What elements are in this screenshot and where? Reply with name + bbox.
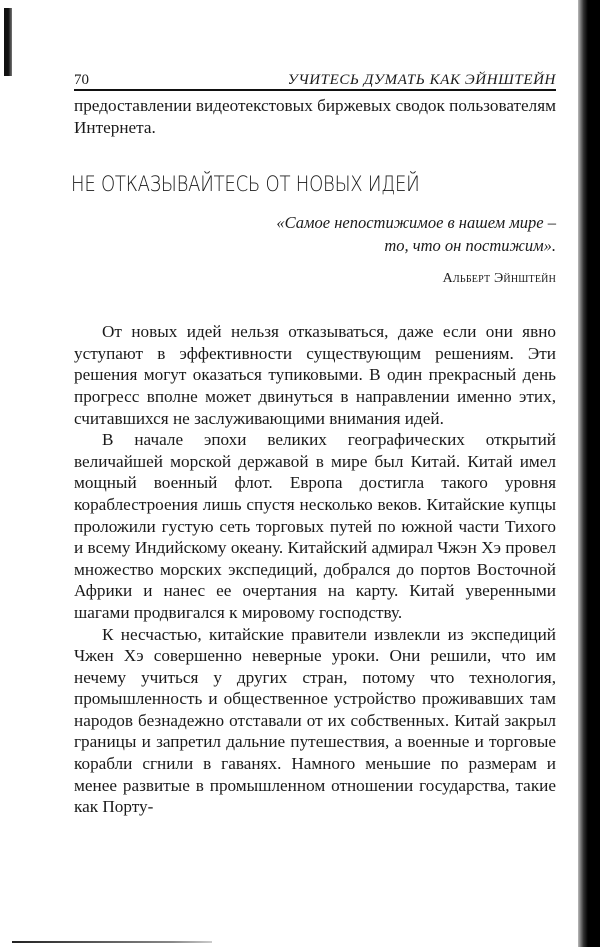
running-title: УЧИТЕСЬ ДУМАТЬ КАК ЭЙНШТЕЙН (287, 72, 556, 88)
epigraph-line-2: то, что он постижим». (384, 236, 556, 256)
paragraph-1: От новых идей нельзя отказываться, даже если они явно уступают в эффективности существующим решениям. Эти решения могут оказаться тупиковыми. В один прекрасный день прогресс вполне может двинуться в направлении именно этих, считавшихся не заслуживающими внимания идей. (74, 322, 556, 428)
paragraph-2: В начале эпохи великих географических открытий величайшей морской державой в мире был Китай. Китай имел мощный военный флот. Европа достигла такого уровня кораблестроения лишь спустя несколько веков. Китайские купцы проложили густую сеть торговых путей по южной части Тихого и всему Индийскому океану. Китайский адмирал Чжэн Хэ провел множество морских экспедиций, добрался до портов Восточной Африки и нанес ее очертания на карту. Китай уверенными шагами продвигался к мировому господству. (74, 430, 556, 622)
page-number: 70 (74, 72, 89, 88)
epigraph-line-1: «Самое непостижимое в нашем мире – (276, 213, 556, 233)
scan-bottom-rule (12, 941, 212, 943)
epigraph-attribution: Альберт Эйнштейн (442, 271, 556, 287)
scan-page-edge-right (578, 0, 600, 947)
paragraph-3: К несчастью, китайские правители извлекли из экспедиций Чжен Хэ совершенно неверные уроки. Они решили, что им нечему учиться у других стран, потому что технология, промышленность и общественное устройство проживавших там народов безнадежно отставали от их собственных. Китай закрыл границы и запретил дальние путешествия, а военные и торговые корабли сгнили в гаванях. Намного меньшие по размерам и менее развитые в промышленном отношении государства, такие как Порту- (74, 624, 556, 817)
page-header (74, 67, 556, 91)
page-content (71, 95, 557, 818)
intro-paragraph: предоставлении видеотекстовых биржевых сводок пользователям Интернета. (74, 96, 557, 137)
body-text (74, 321, 556, 818)
section-title: НЕ ОТКАЗЫВАЙТЕСЬ ОТ НОВЫХ ИДЕЙ (71, 172, 420, 197)
scan-binding-shadow-left (4, 8, 12, 76)
epigraph (74, 211, 556, 257)
